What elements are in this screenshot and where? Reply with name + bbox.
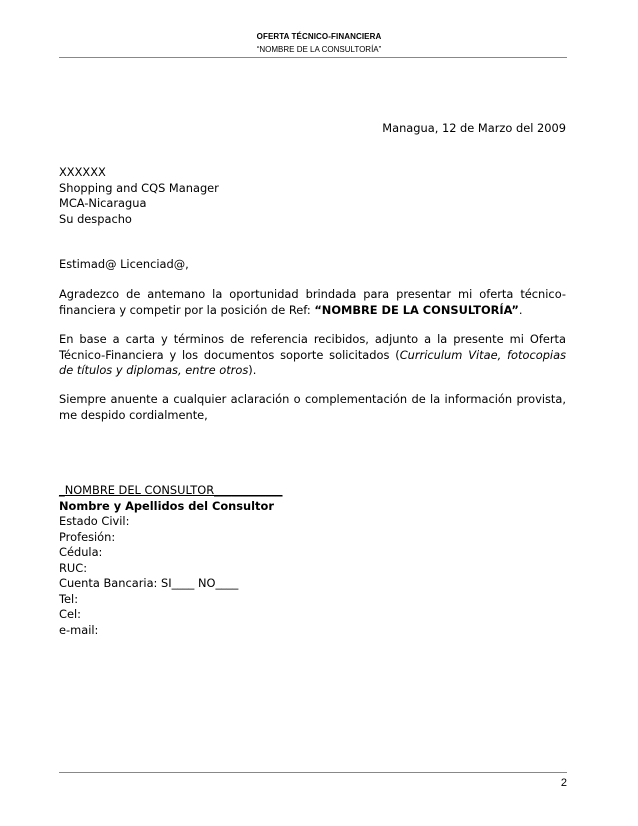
recipient-line: XXXXXX	[59, 165, 106, 179]
field-estado-civil: Estado Civil:	[59, 514, 130, 528]
paragraph-documents	[59, 332, 566, 379]
field-tel: Tel:	[59, 591, 79, 606]
paragraph-text: En base a carta y términos de referencia recibidos, adjunto a la presente mi Oferta Técnico-Financiera y los documentos soporte solicitados (	[59, 332, 566, 362]
signature-block	[59, 483, 566, 638]
header-subtitle: “NOMBRE DE LA CONSULTORÍA”	[256, 45, 382, 54]
greeting: Estimad@ Licenciad@,	[59, 257, 189, 271]
header-divider	[59, 57, 567, 58]
field-cel: Cel:	[59, 607, 81, 621]
recipient-block	[59, 165, 566, 227]
recipient-line: Su despacho	[59, 211, 132, 226]
field-profesion: Profesión:	[59, 529, 116, 544]
recipient-line: Shopping and CQS Manager	[59, 180, 219, 195]
paragraph-text: Agradezco de antemano la oportunidad brindada para presentar mi oferta técnico-financiera y competir por la posición de Ref:	[59, 287, 566, 317]
footer-divider	[59, 772, 567, 773]
consultant-name-line: _NOMBRE DEL CONSULTOR____________	[59, 483, 283, 497]
consultant-full-name: Nombre y Apellidos del Consultor	[59, 498, 274, 513]
consultancy-reference: “NOMBRE DE LA CONSULTORÍA”	[314, 302, 519, 317]
page-number: 2	[560, 777, 567, 789]
recipient-line: MCA-Nicaragua	[59, 196, 147, 210]
paragraph-end: ).	[248, 363, 257, 377]
header-title: OFERTA TÉCNICO-FINANCIERA	[256, 32, 382, 41]
field-email: e-mail:	[59, 622, 99, 637]
field-cuenta-bancaria: Cuenta Bancaria: SI____ NO____	[59, 576, 239, 590]
documents-list: Curriculum Vitae, fotocopias de títulos y diplomas, entre otros	[59, 347, 566, 377]
date-line: Managua, 12 de Marzo del 2009	[382, 121, 566, 135]
paragraph-end: .	[518, 302, 523, 317]
field-ruc: RUC:	[59, 560, 88, 575]
field-cedula: Cédula:	[59, 545, 103, 559]
paragraph-intro	[59, 287, 566, 318]
paragraph-closing: Siempre anuente a cualquier aclaración o complementación de la información provista, me despido cordialmente,	[59, 392, 566, 422]
